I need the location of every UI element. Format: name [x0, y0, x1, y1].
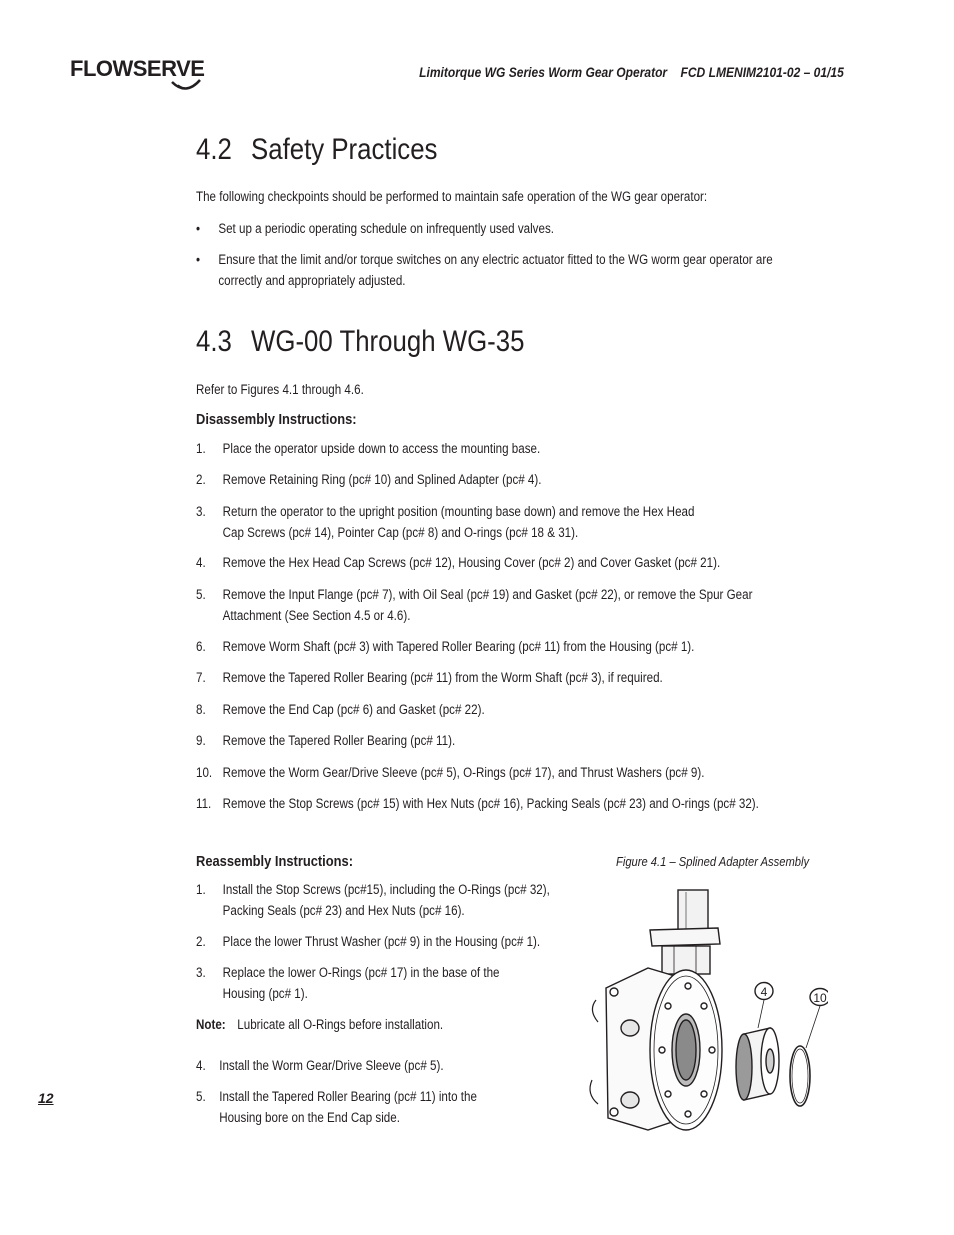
- callout-10: 10: [813, 991, 827, 1005]
- list-item-number: 6.: [196, 639, 206, 654]
- list-item-number: 4.: [196, 555, 206, 570]
- bullet-icon: •: [196, 221, 201, 236]
- list-item-text: Remove the Worm Gear/Drive Sleeve (pc# 5), O-Rings (pc# 17), and Thrust Washers (pc# 9).: [222, 765, 705, 780]
- splined-adapter-assembly-figure: [578, 880, 828, 1142]
- list-item-number: 8.: [196, 702, 206, 717]
- list-item-text: Packing Seals (pc# 23) and Hex Nuts (pc# 16).: [222, 903, 465, 918]
- section-number: 4.3: [196, 325, 232, 358]
- section-title: WG-00 Through WG-35: [251, 325, 525, 358]
- list-item-number: 11.: [196, 796, 212, 811]
- list-item-number: 3.: [196, 965, 206, 980]
- figure-caption: Figure 4.1 – Splined Adapter Assembly: [616, 854, 810, 869]
- list-item-text: Housing bore on the End Cap side.: [219, 1110, 400, 1125]
- bullet-icon: •: [196, 252, 201, 267]
- list-item-number: 2.: [196, 934, 206, 949]
- list-item-number: 5.: [196, 1089, 206, 1104]
- list-item-text: Remove the Input Flange (pc# 7), with Oil Seal (pc# 19) and Gasket (pc# 22), or remove the Spur Gear: [222, 587, 753, 602]
- list-item-number: 1.: [196, 882, 206, 897]
- list-item-text: Install the Worm Gear/Drive Sleeve (pc# 5).: [219, 1058, 444, 1073]
- section-heading-4-2: [196, 133, 437, 167]
- reassembly-heading: Reassembly Instructions:: [196, 853, 354, 870]
- logo-text: FLOWSERVE: [70, 56, 205, 81]
- list-item-text: Return the operator to the upright position (mounting base down) and remove the Hex Head: [222, 504, 695, 519]
- list-item-text: Install the Stop Screws (pc#15), including the O-Rings (pc# 32),: [222, 882, 550, 897]
- list-item-text: Housing (pc# 1).: [222, 986, 308, 1001]
- list-item-number: 10.: [196, 765, 213, 780]
- list-item-text: Remove the Tapered Roller Bearing (pc# 11).: [222, 733, 456, 748]
- section-heading-4-3: [196, 325, 524, 359]
- logo-swoosh-icon: [68, 56, 208, 96]
- list-item-number: 1.: [196, 441, 206, 456]
- list-item-text: Install the Tapered Roller Bearing (pc# 11) into the: [219, 1089, 477, 1104]
- document-header: Limitorque WG Series Worm Gear Operator FCD LMENIM2101-02 – 01/15: [419, 64, 844, 80]
- section-title: Safety Practices: [251, 133, 438, 166]
- note-label: Note:: [196, 1017, 226, 1032]
- list-item-number: 7.: [196, 670, 206, 685]
- list-item-number: 4.: [196, 1058, 206, 1073]
- list-item-number: 9.: [196, 733, 206, 748]
- list-item-text: Remove the Stop Screws (pc# 15) with Hex Nuts (pc# 16), Packing Seals (pc# 23) and O-rings (pc# 32).: [222, 796, 759, 811]
- list-item-text: Place the lower Thrust Washer (pc# 9) in the Housing (pc# 1).: [222, 934, 541, 949]
- list-item-text: Place the operator upside down to access the mounting base.: [222, 441, 541, 456]
- safety-intro: The following checkpoints should be performed to maintain safe operation of the WG gear operator:: [196, 189, 708, 204]
- list-item-number: 5.: [196, 587, 206, 602]
- list-item-number: 3.: [196, 504, 206, 519]
- list-item-text: Remove Worm Shaft (pc# 3) with Tapered Roller Bearing (pc# 11) from the Housing (pc# 1).: [222, 639, 695, 654]
- callout-4: 4: [760, 985, 768, 999]
- note-text: Lubricate all O-Rings before installation.: [237, 1017, 444, 1032]
- flowserve-logo: [68, 56, 208, 96]
- list-item-text: Replace the lower O-Rings (pc# 17) in the base of the: [222, 965, 500, 980]
- list-item-number: 2.: [196, 472, 206, 487]
- list-item-text: Cap Screws (pc# 14), Pointer Cap (pc# 8) and O-rings (pc# 18 & 31).: [222, 525, 579, 540]
- section-number: 4.2: [196, 133, 232, 166]
- refer-figures-text: Refer to Figures 4.1 through 4.6.: [196, 382, 364, 397]
- list-item-text: Remove the Tapered Roller Bearing (pc# 11) from the Worm Shaft (pc# 3), if required.: [222, 670, 663, 685]
- list-item-text: Attachment (See Section 4.5 or 4.6).: [222, 608, 411, 623]
- list-item-text: Remove the End Cap (pc# 6) and Gasket (pc# 22).: [222, 702, 485, 717]
- list-item-text: Remove Retaining Ring (pc# 10) and Splined Adapter (pc# 4).: [222, 472, 542, 487]
- disassembly-heading: Disassembly Instructions:: [196, 411, 357, 428]
- page-number: 12: [38, 1090, 54, 1106]
- list-item-text: Remove the Hex Head Cap Screws (pc# 12), Housing Cover (pc# 2) and Cover Gasket (pc# 21).: [222, 555, 721, 570]
